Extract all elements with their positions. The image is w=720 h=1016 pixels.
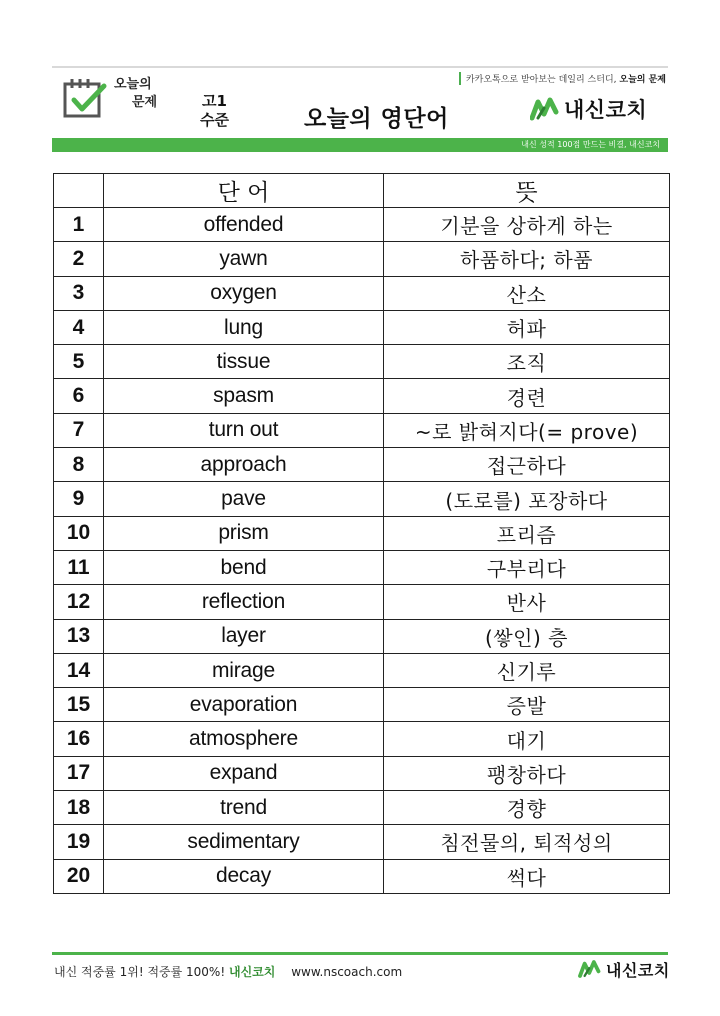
footer-brand-inline: 내신코치 (228, 965, 276, 979)
row-number: 8 (54, 448, 104, 482)
row-number: 16 (54, 722, 104, 756)
table-row (54, 516, 670, 550)
korean-meaning: 구부리다 (384, 550, 670, 584)
table-row (54, 688, 670, 722)
korean-meaning: ~로 밝혀지다(= prove) (384, 413, 670, 447)
english-word: mirage (104, 653, 384, 687)
level-label (200, 92, 229, 130)
brand-wave-icon (530, 96, 560, 122)
row-number: 9 (54, 482, 104, 516)
korean-meaning: 반사 (384, 585, 670, 619)
korean-meaning: 조직 (384, 345, 670, 379)
table-row (54, 550, 670, 584)
table-row (54, 791, 670, 825)
calendar-check-icon (62, 76, 108, 122)
korean-meaning: 썩다 (384, 859, 670, 893)
table-body (54, 208, 670, 894)
english-word: atmosphere (104, 722, 384, 756)
korean-meaning: 대기 (384, 722, 670, 756)
row-number: 2 (54, 242, 104, 276)
tagline-highlight: 오늘의 문제 (619, 75, 666, 85)
table-row (54, 276, 670, 310)
korean-meaning: (도로를) 포장하다 (384, 482, 670, 516)
table-row (54, 859, 670, 893)
table-row (54, 379, 670, 413)
english-word: layer (104, 619, 384, 653)
korean-meaning: 산소 (384, 276, 670, 310)
english-word: spasm (104, 379, 384, 413)
table-row (54, 448, 670, 482)
table-row (54, 756, 670, 790)
table-row (54, 242, 670, 276)
korean-meaning: 하품하다; 하품 (384, 242, 670, 276)
green-bar-text: 내신 성적 100점 만드는 비결, 내신코치 (521, 140, 660, 149)
korean-meaning: 허파 (384, 310, 670, 344)
korean-meaning: 프리즘 (384, 516, 670, 550)
korean-meaning: 침전물의, 퇴적성의 (384, 825, 670, 859)
footer-slogan: 내신 적중률 1위! 적중률 100%! (54, 965, 226, 979)
english-word: bend (104, 550, 384, 584)
table-row (54, 585, 670, 619)
row-number: 18 (54, 791, 104, 825)
logo-line-2: 문제 (132, 95, 158, 110)
english-word: trend (104, 791, 384, 825)
table-row (54, 722, 670, 756)
english-word: sedimentary (104, 825, 384, 859)
row-number: 5 (54, 345, 104, 379)
brand-wave-icon (578, 959, 602, 979)
korean-meaning: 팽창하다 (384, 756, 670, 790)
row-number: 14 (54, 653, 104, 687)
row-number: 11 (54, 550, 104, 584)
level-grade: 고1 (202, 92, 227, 110)
english-word: evaporation (104, 688, 384, 722)
table-row (54, 208, 670, 242)
english-word: turn out (104, 413, 384, 447)
table-row (54, 310, 670, 344)
logo-line-1: 오늘의 (114, 77, 152, 92)
table-row (54, 825, 670, 859)
header-word: 단 어 (104, 174, 384, 208)
brand-name: 내신코치 (564, 98, 648, 122)
row-number: 15 (54, 688, 104, 722)
row-number: 10 (54, 516, 104, 550)
header-number (54, 174, 104, 208)
page-header (52, 66, 668, 154)
english-word: lung (104, 310, 384, 344)
footer-brand-name: 내신코치 (606, 960, 670, 980)
korean-meaning: 신기루 (384, 653, 670, 687)
english-word: reflection (104, 585, 384, 619)
table-row (54, 653, 670, 687)
footer-text (54, 963, 402, 980)
footer-brand-logo (578, 956, 670, 982)
english-word: offended (104, 208, 384, 242)
header-top-rule (52, 66, 668, 68)
vocabulary-table (53, 173, 670, 894)
table-row (54, 413, 670, 447)
footer-rule (52, 952, 668, 955)
row-number: 17 (54, 756, 104, 790)
row-number: 13 (54, 619, 104, 653)
english-word: approach (104, 448, 384, 482)
english-word: decay (104, 859, 384, 893)
korean-meaning: (쌓인) 층 (384, 619, 670, 653)
row-number: 3 (54, 276, 104, 310)
row-number: 1 (54, 208, 104, 242)
korean-meaning: 접근하다 (384, 448, 670, 482)
korean-meaning: 경련 (384, 379, 670, 413)
level-suffix: 수준 (200, 111, 229, 129)
logo-wordmark (114, 76, 184, 112)
table-row (54, 619, 670, 653)
korean-meaning: 증발 (384, 688, 670, 722)
row-number: 4 (54, 310, 104, 344)
korean-meaning: 기분을 상하게 하는 (384, 208, 670, 242)
row-number: 12 (54, 585, 104, 619)
row-number: 19 (54, 825, 104, 859)
english-word: pave (104, 482, 384, 516)
korean-meaning: 경향 (384, 791, 670, 825)
row-number: 6 (54, 379, 104, 413)
english-word: expand (104, 756, 384, 790)
row-number: 7 (54, 413, 104, 447)
header-tagline (459, 72, 666, 85)
english-word: oxygen (104, 276, 384, 310)
header-green-bar (52, 138, 668, 152)
table-row (54, 482, 670, 516)
english-word: yawn (104, 242, 384, 276)
english-word: tissue (104, 345, 384, 379)
table-header-row (54, 174, 670, 208)
row-number: 20 (54, 859, 104, 893)
header-meaning: 뜻 (384, 174, 670, 208)
page-title: 오늘의 영단어 (304, 106, 449, 132)
table-row (54, 345, 670, 379)
brand-logo (530, 94, 647, 124)
english-word: prism (104, 516, 384, 550)
footer-website-link[interactable]: www.nscoach.com (291, 965, 403, 979)
tagline-prefix: 카카오톡으로 받아보는 데일리 스터디, (465, 75, 617, 85)
